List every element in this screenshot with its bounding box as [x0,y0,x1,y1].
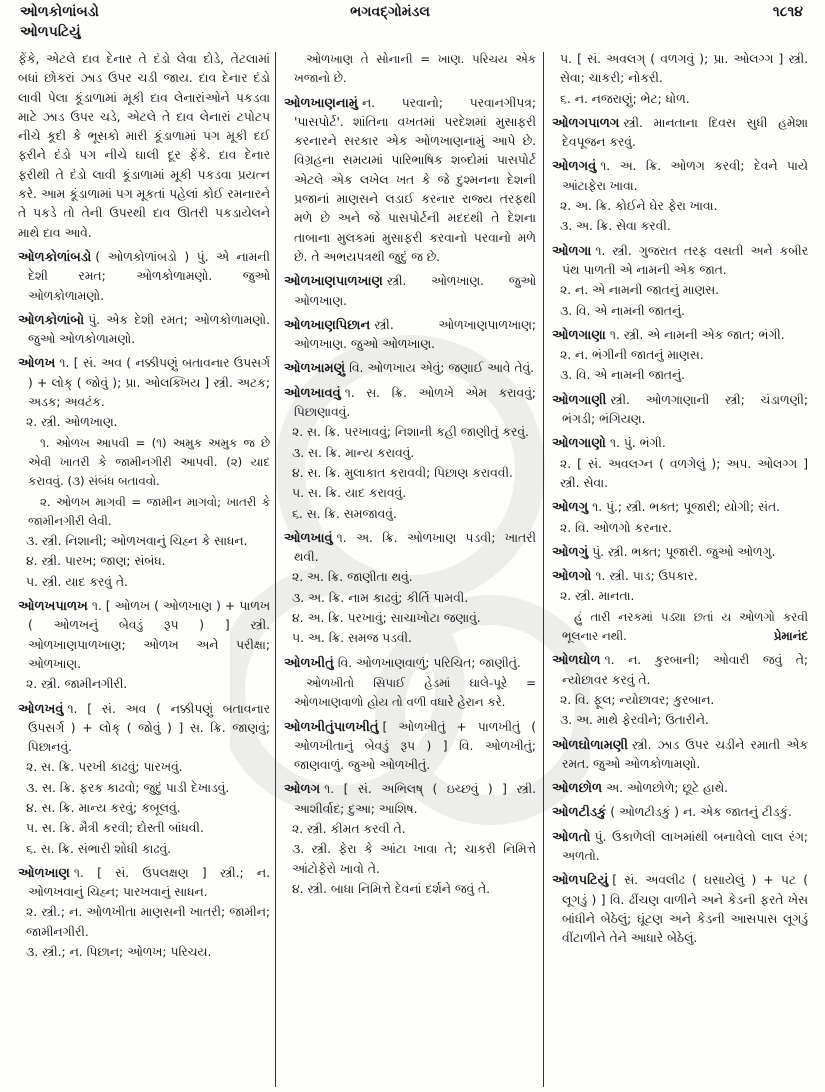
headword: ઓળગ [284,782,321,798]
entry-sense [284,423,536,442]
dictionary-entry [552,326,808,345]
definition-text: ૩. સ. ક્રિ. માન્ય કરાવવું. [292,445,415,460]
definition-text: ૨. સ્ત્રી. જામીનગીરી. [26,677,128,692]
dictionary-entry [284,359,536,378]
dictionary-entry [18,700,270,758]
definition-text: ૩. સ. ક્રિ. ફરક કાઢવો; જુદું પાડી દેખાડવું. [26,780,230,795]
dictionary-entry [552,651,808,690]
definition-text: પું. એક દેશી રમત; ઓળકોળામણો. જુઓ ઓળકોળામણો. [28,312,270,347]
column-1 [18,50,270,962]
definition-text: વિ. ઓળખાય એવું; જણાઈ આવે તેવું. [349,361,535,376]
dictionary-entry [552,779,808,798]
definition-text: ૧. [ સં. ઉપલક્ષણ ] સ્ત્રી.; ન. ઓળખવાનું ચિહ્ન; પારખવાનું સાધન. [28,865,270,900]
entry-sense [284,820,536,839]
dictionary-entry [552,157,808,196]
entry-sense [18,675,270,694]
definition-text: ન. પરવાનો; પરવાનગીપત્ર; 'પાસપોર્ટ'. શાંતિના વખતમાં પરદેશમાં મુસાફરી કરનારને સરકાર એક ઓળખાણનામું આપે છે. વિગ્રહના સમયમાં પારિભાષિક શબ્દોમાં પાસપોર્ટ એટલે એક લખેલ ખત કે જે દુશ્મનના દેશની પ્રજાનાં માણસને લડાઈ કરનાર રાજ્ય તરફથી મળે છે અને જે પાસપોર્ટની મદદથી તે દેશના તાબાના મુલકમાં મુસાફરી કરવાનો પરવાનો મળે છે. તે અભયપત્રથી જુદું જ છે. [294,95,536,264]
definition-text: ૩. વિ. એ નામની જાતનું. [560,303,686,318]
entry-sense [552,711,808,730]
definition-text: ૫. સ. ક્રિ. યાદ કરાવવું. [292,486,407,501]
headword: ઓળકોળાંબડો [18,249,92,265]
definition-text: ૧. ઓળખ આપવી = (૧) અમુક અમુક જ છે એવી ખાતરી કે જામીનગીરી આપવી. (૨) યાદ કરાવવું. (૩) સંબંધ બતાવવો. [28,435,270,489]
definition-text: ૨. સ્ત્રી. ઓળખાણ. [26,415,118,430]
definition-text: ઓળખીતો સિપાઈ હેડમાં ઘાલે-પૂરે = ઓળખાણવાળો હોય તો વળી વધારે હેરાન કરે. [294,675,536,710]
definition-text: ૧. સ્ત્રી. એ નામની એક જાત; ભંગી. [609,327,785,342]
entry-sense [18,779,270,798]
first-headword: ઓળકોળાંબડો [20,4,99,20]
definition-text: [ સં. અવલીઢ ( ઘસાયેલું ) + પટ ( લૂગડું ) ] વિ. ઢીંચણ વાળીને અને કેડની ફરતે ખેસ બાંધીને બેઠેલું; ઘૂંટણ અને કેડની આસપાસ લૂગડું વીંટાળીને તેને આધારે બેઠેલું. [562,873,808,946]
entry-sense [18,758,270,777]
entry-sense [284,880,536,899]
dictionary-entry [552,242,808,281]
dictionary-entry [552,543,808,562]
definition-text: [ ઓળખીતું + પાળખીતું ( ઓળખીતાનું બેવડું રૂપ ) ] વિ. ઓળખીતું; જાણવાળું. જુઓ ઓળખીતું. [294,719,536,773]
headword: ઓળગાણા [552,327,606,343]
dictionary-entry [284,94,536,268]
definition-text: ૨. [ સં. અવલગ્ન ( વળગેલું ); અપ. ઓલગ્ગ ] સ્ત્રી. સેવા. [560,456,808,490]
entry-sense [552,346,808,365]
usage-example [552,608,808,647]
definition-text: ૪. સ. ક્રિ. માન્ય કરવું; કબૂલવું. [26,800,181,815]
definition-text: ( ઓળટીડકું ) ન. એક જાતનું ટીડકું. [610,805,792,820]
definition-text: ૪. અ. ક્રિ. પરખાવું; સાચાખોટા જણાવું. [292,611,481,626]
entry-sense [552,587,808,606]
headword: ઓળખાવવું [284,385,341,401]
dictionary-entry [18,864,270,903]
definition-text: ૨. વિ. ફૂલ; ન્યોછાવર; કુરબાન. [560,692,715,707]
entry-sense [18,799,270,818]
headword: ઓળખાણ [18,865,70,881]
headword: ઓળગાણો [552,436,606,452]
usage-example [284,674,536,713]
definition-text: ૬. સ. ક્રિ. સમજાવવું. [292,506,397,521]
definition-text: ૩. અ. માથે ફેરવીને; ઉતારીને. [560,713,709,728]
dictionary-entry [284,316,536,355]
definition-text: ૧. પું.; સ્ત્રી. ભક્ત; પૂજારી; યોગી; સંત. [592,500,781,515]
entry-sense [552,519,808,538]
dictionary-entry [552,498,808,517]
dictionary-entry [552,828,808,867]
dictionary-entry [284,529,536,568]
entry-sense [18,413,270,432]
dictionary-entry [552,736,808,775]
dictionary-entry [552,391,808,430]
entry-sense [18,50,270,243]
dictionary-entry [552,803,808,822]
definition-text: ૨. સ. ક્રિ. પરખાવવું; નિશાની કહી જાણીતું કરવું. [292,425,529,440]
headword: ઓળખાણપાળખાણ [284,274,383,290]
definition-text: ૬. સ. ક્રિ. સંભારી શોધી કાઢવું. [26,841,172,856]
definition-text: ૨. અ. ક્રિ. જાણીતા થવું. [292,570,413,585]
dictionary-entry [284,780,536,819]
definition-text: ૩. અ. ક્રિ. સેવા કરવી. [560,219,671,234]
entry-sense [284,444,536,463]
entry-sense [18,943,270,962]
headword: ઓળગુ [552,500,589,516]
headword: ઓળગાણી [552,392,607,408]
entry-sense [552,90,808,109]
entry-sense [18,819,270,838]
last-headword: ઓળપટિયું [20,24,81,40]
definition-text: ૨. અ. ક્રિ. કોઈને ઘેર ફેરા ખાવા. [560,199,718,214]
entry-sense [284,609,536,628]
book-title: ભગવદ્ગોમંડલ [350,4,430,20]
entry-sense [284,505,536,524]
dictionary-entry [18,597,270,674]
definition-text: ૩. અ. ક્રિ. નામ કાઢવું; કીર્તિ પામવી. [292,590,469,605]
usage-example [18,434,270,492]
definition-text: ૩. વિ. એ નામની જાતનું. [560,368,686,383]
entry-sense [284,464,536,483]
entry-sense [552,197,808,216]
headword: ઓળગું [552,544,589,560]
definition-text: ૧. અ. ક્રિ. ઓળગ કરવી; દેવને પાયે આંટાફેરા ખાવા. [562,159,808,193]
page-number: ૧૮૧૪ [772,4,803,20]
dictionary-entry [552,114,808,153]
headword: ઓળખપાળખ [18,599,88,615]
entry-sense [284,568,536,587]
entry-sense [284,589,536,608]
definition-text: વિ. ઓળખાણવાળું; પરિચિત; જાણીતું. [337,655,521,670]
column-divider [543,52,544,1087]
headword: ઓળઘોળ [552,653,601,669]
definition-text: ૨. વિ. ઓળગો કરનાર. [560,520,672,535]
definition-text: ઓળખાણ તે સોનાની = ખાણ. પરિચય એક ખજાનો છે. [294,52,536,86]
headword: ઓળખવું [18,701,64,717]
headword: ઓળઘોળામણી [552,737,628,753]
entry-sense [552,302,808,321]
entry-sense [18,573,270,592]
definition-text: ૨. ન. એ નામની જાતનું માણસ. [560,283,720,298]
headword: ઓળખાવું [284,530,333,546]
definition-text: ૩. સ્ત્રી. ફેરા કે આંટા ખાવા તે; ચાકરી નિમિત્તે આંટોફેરો ખાવો તે. [292,842,536,876]
dictionary-entry [284,654,536,673]
definition-text: ૨. સ્ત્રી. કીમત કરવી તે. [292,821,406,836]
dictionary-entry [18,354,270,412]
entry-sense [18,532,270,551]
definition-text: ૧. સ્ત્રી. પાડ; ઉપકાર. [595,569,698,584]
definition-text: સ્ત્રી. ઓળખાણ. જુઓ ઓળખાણ. [294,274,536,308]
entry-sense [284,840,536,879]
entry-sense [552,50,808,89]
headword: ઓળખાણપિછાન [284,317,371,333]
definition-text: ૧. [ ઓળખ ( ઓળખાણ ) + પાળખ ( ઓળખનું બેવડું રૂપ ) ] સ્ત્રી. ઓળખાણપાળખાણ; ઓળખ અને પરીક્ષા; ઓળખાણ. [28,599,270,671]
headword: ઓળકોળાંબો [18,312,85,328]
definition-text: ૧. [ સં. અભિલષ્ ( ઇચ્છવું ) ] સ્ત્રી. આશીર્વાદ; દુઆ; આશિષ. [294,782,536,816]
definition-text: ૬. ન. નજરાણું; ભેટ; ધોળ. [560,91,690,106]
entry-sense [18,840,270,859]
dictionary-entry [284,272,536,311]
definition-text: ૫. સ્ત્રી. યાદ કરવું તે. [26,574,128,589]
definition-text: ૪. સ. ક્રિ. મુલાકાત કરાવવી; પિછાણ કરાવવી. [292,465,513,480]
headword: ઓળતો [552,829,591,845]
quote-attribution: પ્રેમાનંદ [773,629,808,644]
definition-text: ૨. સ. ક્રિ. પરખી કાઢવું; પારખવું. [26,760,183,775]
definition-text: ૧. સ્ત્રી. ગુજરાત તરફ વસતી અને કબીર પંથ પાળતી એ નામની એક જાત. [562,243,808,277]
page-header [0,0,825,50]
headword: ઓળપટિયું [552,873,609,889]
dictionary-entry [552,434,808,453]
definition-text: પું. ઉકાળેલી લાખમાંથી બનાવેલો લાલ રંગ; અળતો. [562,829,808,863]
definition-text: ૩. સ્ત્રી.; ન. પિછાન; ઓળખ; પરિચય. [26,945,212,960]
definition-text: અ. ઓળછોળે; છૂટે હાથે. [606,781,729,796]
definition-text: ૫. સ. ક્રિ. મૈત્રી કરવી; દોસ્તી બાંધવી. [26,821,204,836]
headword: ઓળગપાળગ [552,115,620,131]
definition-text: પું. સ્ત્રી. ભક્ત; પૂજારી. જુઓ ઓળગુ. [592,544,776,559]
definition-text: સ્ત્રી. ઝાડ ઉપર ચડીને રમાતી એક રમત. જુઓ ઓળકોળામણો. [562,737,808,771]
definition-text: ૧. ન. કુરબાની; ઓવારી જવું તે; ન્યોછાવર કરવું તે. [562,653,808,687]
headword: ઓળગો [552,569,592,585]
entry-sense [552,217,808,236]
usage-example [18,493,270,532]
definition-text: ૫. અ. ક્રિ. સમજ પડવી. [292,631,412,646]
definition-text: ૪. સ્ત્રી. બાધા નિમિત્તે દેવનાં દર્શને જવું તે. [292,881,491,896]
definition-text: હું તારી નરકમાં પડ્યા છતાં ય ઓળગો કરવી ભૂલનાર નથી. [562,609,808,644]
dictionary-entry [284,384,536,423]
dictionary-entry [552,871,808,948]
headword: ઓળછોળ [552,781,603,797]
dictionary-entry [18,248,270,306]
definition-text: ૨. સ્ત્રી.; ન. ઓળખીતા માણસની ખાતરી; જામીન; જામીનગીરી. [26,905,270,939]
definition-text: ૪. સ્ત્રી. પારખ; જાણ; સંબંધ. [26,554,166,569]
headword: ઓળખામણું [284,361,346,377]
entry-sense [284,484,536,503]
headword: ઓળટીડકું [552,805,607,821]
entry-sense [18,903,270,942]
dictionary-entry [552,567,808,586]
entry-sense [284,629,536,648]
definition-text: ૨. ન. ભંગીની જાતનું માણસ. [560,348,704,363]
headword: ઓળખાણનામું [284,95,358,111]
column-2 [284,50,536,899]
definition-text: ૧. [ સં. અવ ( નક્કીપણું બતાવનાર ઉપસર્ગ ) + લોક્ ( જોવું ) ] સ. ક્રિ. જાણવું; પિછાનવું. [28,701,270,755]
headword: ઓળગા [552,243,592,259]
headword: ઓળખ [18,356,56,372]
headword: ઓળગવું [552,159,597,175]
definition-text: ૨. સ્ત્રી. માનતા. [560,589,635,604]
definition-text: ( ઓળકોળાંબડો ) પું. એ નામની દેશી રમત; ઓળકોળામણો. જુઓ ઓળકોળામણો. [28,249,270,303]
entry-sense [552,691,808,710]
column-divider [275,52,276,1087]
entry-sense [552,366,808,385]
entry-sense [552,281,808,300]
definition-text: સ્ત્રી. ઓળગાણાની સ્ત્રી; ચંડાળણી; ભંગડી; ભંગિયણ. [562,392,808,427]
definition-text: ૧. પું. ભંગી. [609,436,666,451]
definition-text: ૩. સ્ત્રી. નિશાની; ઓળખવાનું ચિહ્ન કે સાધન. [26,534,248,549]
definition-text: ૫. [ સં. અવલગ્ ( વળગવું ); પ્રા. ઓલગ્ગ ] સ્ત્રી. સેવા; ચાકરી; નોકરી. [560,52,808,86]
dictionary-entry [18,311,270,350]
definition-text: સ્ત્રી. માનતાના દિવસ સુધી હમેશા દેવપૂજન કરવું. [562,115,808,150]
definition-text: ૧. અ. ક્રિ. ઓળખાણ પડવી; ખાતરી થવી. [294,530,536,565]
definition-text: સ્ત્રી. ઓળખાણપાળખાણ; ઓળખાણ. જુઓ ઓળખાણ. [294,317,536,352]
entry-sense [18,552,270,571]
entry-sense [552,455,808,494]
headword: ઓળખીતુંપાળખીતું [284,719,379,735]
usage-example [284,50,536,89]
headword: ઓળખીતું [284,655,334,671]
definition-text: ૨. ઓળખ માગવી = જામીન માગવો; ખાતરી કે જામીનગીરી લેવી. [28,494,270,528]
definition-text: ફેંકે, એટલે દાવ દેનાર તે દંડો લેવા દોડે, તેટલામાં બધાં છોકરાં ઝાડ ઉપર ચડી જાય. દાવ દેનાર દંડો લાવી પેલા કૂંડાળામાં મૂકી દાવ લેનારાંઓને પકડવા માટે ઝાડ ઉપર ચડે, એટલે તે દાવ લેનારાં ટપોટપ નીચે કૂદી કે ભૂસકો મારી કૂંડાળામાં પગ મૂકી દઈ ફરીને દંડો પગ નીચે ઘાલી દૂર ફેંકે. દાવ દેનાર ફરીથી તે દંડો લાવી કૂંડાળામાં મૂકી પકડવા પ્રયત્ન કરે. આમ કૂંડાળામાં પગ મૂકતાં પહેલાં કોઈ રમનારને તે પકડે તો તેની ઉપરથી દાવ ઊતરી પકડાયેલને માથે દાવ આવે. [18,52,270,240]
definition-text: ૧. સ. ક્રિ. ઓળખે એમ કરાવવું; પિછાણાવવું. [294,385,536,420]
column-3 [552,50,808,948]
definition-text: ૧. [ સં. અવ ( નક્કીપણું બતાવનાર ઉપસર્ગ ) + લોક્ ( જોવું ); પ્રા. ઓલક્ખિય ] સ્ત્રી. અટક; અડક; અવટંક. [28,356,270,410]
dictionary-entry [284,718,536,776]
